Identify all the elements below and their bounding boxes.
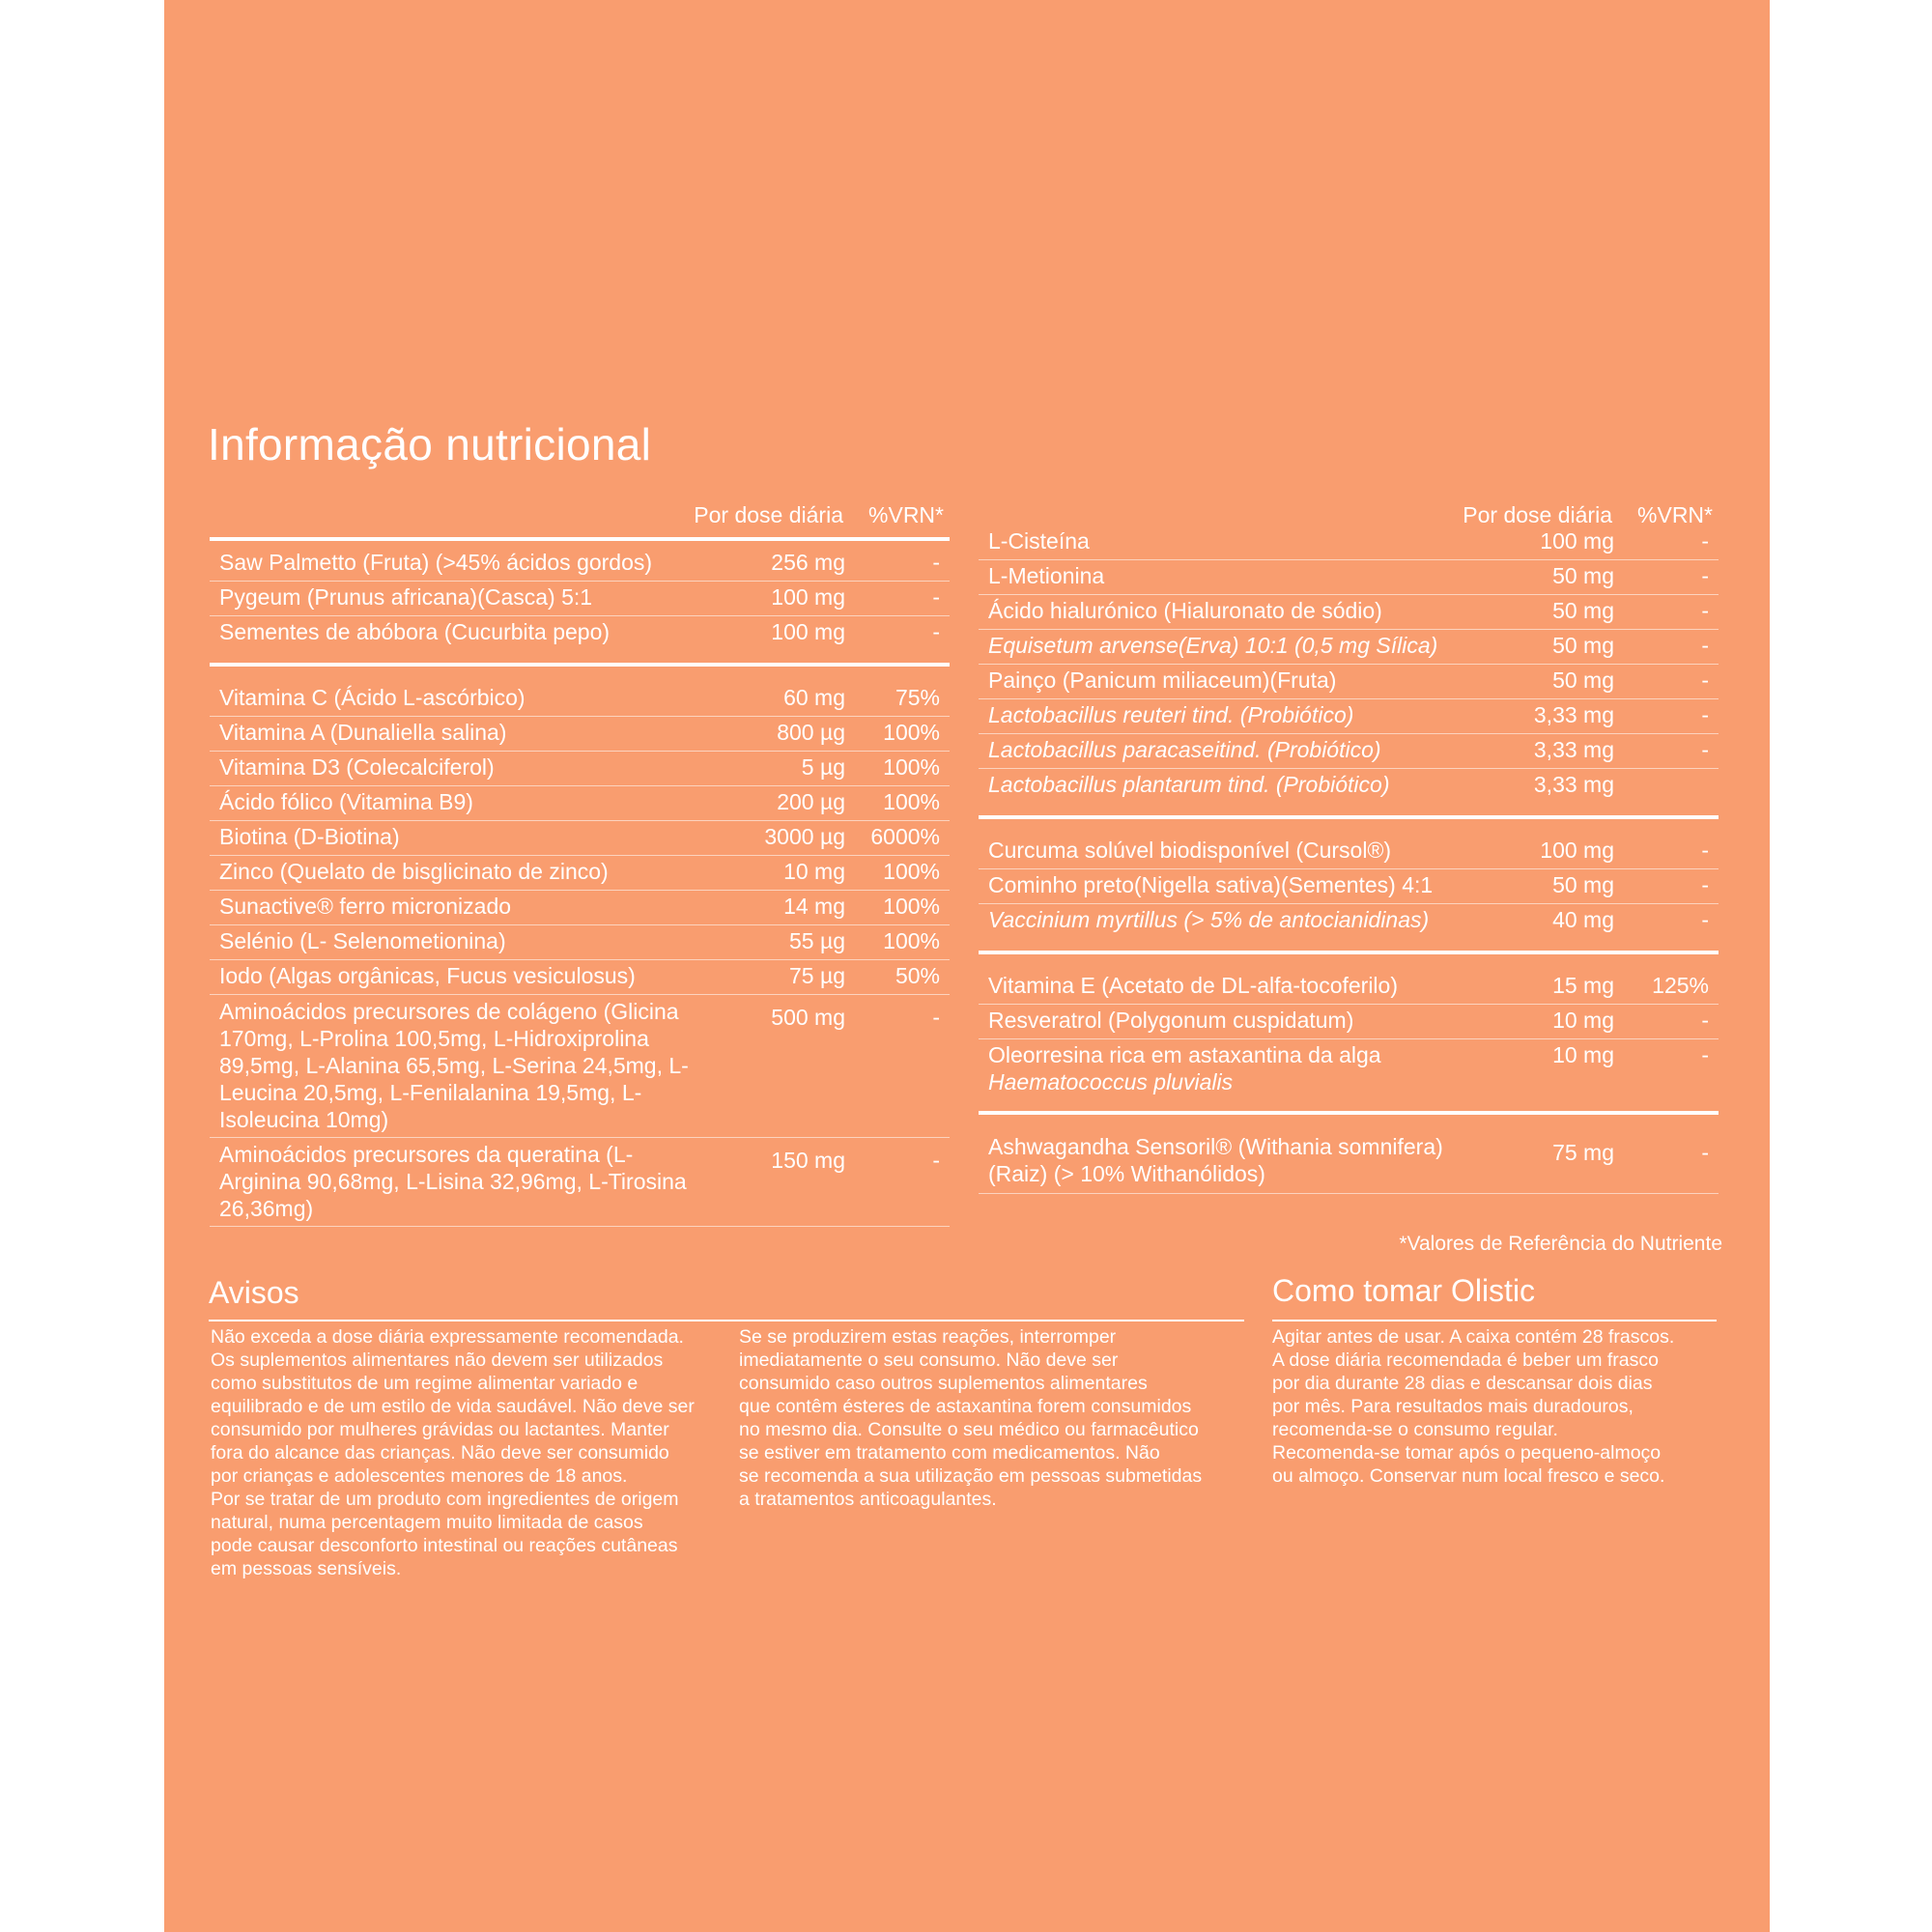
table-row	[210, 786, 950, 821]
table-row	[979, 769, 1719, 804]
ingredient-name: Ashwagandha Sensoril® (Withania somnifera) (Raiz) (> 10% Withanólidos)	[988, 1134, 1443, 1186]
table-divider	[210, 663, 950, 667]
ingredient-vrn: -	[1701, 737, 1709, 762]
table-row	[979, 904, 1719, 939]
ingredient-name: Curcuma solúvel biodisponível (Cursol®)	[988, 838, 1392, 863]
ingredient-name: Iodo (Algas orgânicas, Fucus vesiculosus)	[219, 963, 636, 988]
ingredient-dose: 14 mg	[783, 894, 845, 919]
table-row	[979, 595, 1719, 630]
table-row	[210, 995, 950, 1138]
ingredient-name: Zinco (Quelato de bisglicinato de zinco)	[219, 859, 609, 884]
ingredient-name: Aminoácidos precursores de colágeno (Glicina 170mg, L-Prolina 100,5mg, L-Hidroxiprolina 89,5mg, L-Alanina 65,5mg, L-Serina 24,5mg, L-Leucina 20,5mg, L-Fenilalanina 19,5mg, L-Isoleucina 10mg)	[219, 999, 689, 1132]
ingredient-vrn: -	[1701, 668, 1709, 693]
table-row	[210, 752, 950, 786]
ingredient-dose: 5 µg	[801, 754, 845, 780]
ingredient-dose: 50 mg	[1552, 872, 1614, 897]
ingredient-dose: 800 µg	[777, 720, 845, 745]
text-line: recomenda-se o consumo regular.	[1272, 1419, 1558, 1440]
ingredient-dose: 150 mg	[771, 1148, 845, 1173]
ingredient-dose: 100 mg	[771, 584, 845, 610]
text-line: consumido caso outros suplementos alimentares	[739, 1373, 1148, 1394]
text-line: natural, numa percentagem muito limitada de casos	[211, 1512, 643, 1533]
ingredient-dose: 50 mg	[1552, 633, 1614, 658]
ingredient-name: Aminoácidos precursores da queratina (L-Arginina 90,68mg, L-Lisina 32,96mg, L-Tirosina 26,36mg)	[219, 1142, 687, 1221]
text-line: A dose diária recomendada é beber um frasco	[1272, 1350, 1659, 1371]
ingredient-vrn: 50%	[895, 963, 940, 988]
table-row	[210, 547, 950, 582]
text-line: fora do alcance das crianças. Não deve ser consumido	[211, 1442, 669, 1463]
text-line: por mês. Para resultados mais duradouros,	[1272, 1396, 1634, 1417]
header-dose: Por dose diária	[694, 502, 843, 527]
table-divider	[979, 815, 1719, 819]
ingredient-name: Ácido hialurónico (Hialuronato de sódio)	[988, 598, 1382, 623]
avisos-title: Avisos	[209, 1275, 299, 1310]
text-line: Não exceda a dose diária expressamente recomendada.	[211, 1326, 684, 1348]
ingredient-dose: 60 mg	[783, 685, 845, 710]
ingredient-name: Saw Palmetto (Fruta) (>45% ácidos gordos)	[219, 550, 653, 575]
text-line: consumido por mulheres grávidas ou lactantes. Manter	[211, 1419, 669, 1440]
ingredient-dose: 10 mg	[1552, 1042, 1614, 1067]
table-row	[210, 1138, 950, 1227]
ingredient-name: Cominho preto(Nigella sativa)(Sementes) 4:1	[988, 872, 1434, 897]
table-row	[979, 970, 1719, 1005]
ingredient-dose: 3,33 mg	[1533, 702, 1614, 727]
ingredient-dose: 3000 µg	[764, 824, 845, 849]
avisos-text-col1	[211, 1325, 695, 1580]
ingredient-name: Vitamina E (Acetato de DL-alfa-tocoferilo)	[988, 973, 1398, 998]
table-row	[210, 891, 950, 925]
ingredient-dose: 10 mg	[1552, 1008, 1614, 1033]
ingredient-dose: 500 mg	[771, 1005, 845, 1030]
ingredient-vrn: -	[1701, 1008, 1709, 1033]
table-row	[979, 734, 1719, 769]
ingredient-vrn: 75%	[895, 685, 940, 710]
text-line: Os suplementos alimentares não devem ser utilizados	[211, 1350, 664, 1371]
ingredient-name: Vitamina C (Ácido L-ascórbico)	[219, 685, 526, 710]
text-line: em pessoas sensíveis.	[211, 1558, 402, 1579]
ingredient-dose: 200 µg	[777, 789, 845, 814]
ingredient-vrn: -	[932, 550, 940, 575]
ingredient-vrn: -	[1701, 907, 1709, 932]
table-row	[210, 616, 950, 651]
ingredient-name: Painço (Panicum miliaceum)(Fruta)	[988, 668, 1337, 693]
header-dose: Por dose diária	[1463, 502, 1612, 527]
text-line: imediatamente o seu consumo. Não deve ser	[739, 1350, 1119, 1371]
table-row	[210, 821, 950, 856]
text-line: Se se produzirem estas reações, interromper	[739, 1326, 1117, 1348]
table-row	[210, 925, 950, 960]
ingredient-name: Biotina (D-Biotina)	[219, 824, 400, 849]
ingredient-name: Ácido fólico (Vitamina B9)	[219, 789, 473, 814]
ingredient-dose: 15 mg	[1552, 973, 1614, 998]
table-row	[210, 856, 950, 891]
ingredient-vrn: -	[1701, 838, 1709, 863]
ingredient-vrn: -	[932, 1005, 940, 1030]
header-vrn: %VRN*	[868, 502, 944, 527]
ingredient-vrn: -	[1701, 528, 1709, 554]
table-row	[210, 960, 950, 995]
table-row	[979, 526, 1719, 560]
table-row	[210, 682, 950, 717]
ingredient-name: L-Metionina	[988, 563, 1105, 588]
table-row	[979, 869, 1719, 904]
text-line: por dia durante 28 dias e descansar dois dias	[1272, 1373, 1653, 1394]
ingredient-dose: 10 mg	[783, 859, 845, 884]
text-line: como substitutos de um regime alimentar variado e	[211, 1373, 639, 1394]
ingredient-name: Selénio (L- Selenometionina)	[219, 928, 506, 953]
text-line: ou almoço. Conservar num local fresco e seco.	[1272, 1465, 1665, 1487]
table-divider	[979, 951, 1719, 954]
page-title: Informação nutricional	[208, 419, 652, 469]
table-row	[979, 1005, 1719, 1039]
ingredient-vrn: 100%	[883, 894, 940, 919]
ingredient-name: Lactobacillus plantarum tind. (Probiótico)	[988, 772, 1390, 797]
ingredient-dose: 50 mg	[1552, 563, 1614, 588]
ingredient-vrn: 100%	[883, 928, 940, 953]
table-row	[210, 582, 950, 616]
text-line: equilibrado e de um estilo de vida saudável. Não deve ser	[211, 1396, 695, 1417]
ingredient-vrn: 100%	[883, 789, 940, 814]
ingredient-vrn: 100%	[883, 859, 940, 884]
ingredient-vrn: -	[932, 584, 940, 610]
ingredient-vrn: -	[1701, 1042, 1709, 1067]
ingredient-vrn: -	[932, 619, 940, 644]
ingredient-vrn: -	[1701, 702, 1709, 727]
ingredient-name: Pygeum (Prunus africana)(Casca) 5:1	[219, 584, 593, 610]
ingredient-dose: 100 mg	[771, 619, 845, 644]
ingredient-dose: 256 mg	[771, 550, 845, 575]
ingredient-name-species: Haematococcus pluvialis	[988, 1069, 1234, 1094]
ingredient-dose: 75 mg	[1552, 1140, 1614, 1165]
ingredient-vrn: -	[1701, 563, 1709, 588]
ingredient-vrn: -	[1701, 1140, 1709, 1165]
avisos-divider	[209, 1320, 1244, 1321]
ingredient-vrn: 6000%	[870, 824, 940, 849]
text-line: a tratamentos anticoagulantes.	[739, 1489, 997, 1510]
header-vrn: %VRN*	[1637, 502, 1713, 527]
table-divider	[979, 1111, 1719, 1115]
table-header	[210, 502, 950, 537]
ingredient-name: Resveratrol (Polygonum cuspidatum)	[988, 1008, 1354, 1033]
text-line: Por se tratar de um produto com ingredientes de origem	[211, 1489, 679, 1510]
ingredient-name: Vaccinium myrtillus (> 5% de antocianidinas)	[988, 907, 1430, 932]
ingredient-dose: 100 mg	[1540, 838, 1614, 863]
avisos-text-col2	[739, 1325, 1202, 1511]
ingredient-name: Lactobacillus paracaseitind. (Probiótico)	[988, 737, 1381, 762]
text-line: que contêm ésteres de astaxantina forem consumidos	[739, 1396, 1192, 1417]
ingredient-name: Vitamina A (Dunaliella salina)	[219, 720, 507, 745]
table-row	[979, 630, 1719, 665]
ingredient-dose: 3,33 mg	[1533, 772, 1614, 797]
nutrition-table-right	[979, 502, 1719, 1194]
ingredient-dose: 3,33 mg	[1533, 737, 1614, 762]
footnote: *Valores de Referência do Nutriente	[1399, 1233, 1722, 1255]
ingredient-vrn: -	[932, 1148, 940, 1173]
ingredient-name: Sementes de abóbora (Cucurbita pepo)	[219, 619, 611, 644]
ingredient-name: Sunactive® ferro micronizado	[219, 894, 512, 919]
ingredient-dose: 100 mg	[1540, 528, 1614, 554]
table-row	[979, 835, 1719, 869]
ingredient-vrn: 100%	[883, 720, 940, 745]
table-row	[979, 1039, 1719, 1099]
text-line: por crianças e adolescentes menores de 18 anos.	[211, 1465, 628, 1487]
ingredient-dose: 75 µg	[788, 963, 845, 988]
table-row	[979, 1130, 1719, 1194]
text-line: Recomenda-se tomar após o pequeno-almoço	[1272, 1442, 1662, 1463]
ingredient-dose: 40 mg	[1552, 907, 1614, 932]
ingredient-name: L-Cisteína	[988, 528, 1090, 554]
text-line: Agitar antes de usar. A caixa contém 28 frascos.	[1272, 1326, 1675, 1348]
ingredient-vrn: -	[1701, 872, 1709, 897]
ingredient-vrn: -	[1701, 633, 1709, 658]
table-row	[979, 699, 1719, 734]
text-line: se estiver em tratamento com medicamentos. Não	[739, 1442, 1160, 1463]
ingredient-vrn: 125%	[1652, 973, 1709, 998]
table-row	[979, 560, 1719, 595]
ingredient-dose: 50 mg	[1552, 598, 1614, 623]
ingredient-name: Lactobacillus reuteri tind. (Probiótico)	[988, 702, 1354, 727]
table-row	[979, 665, 1719, 699]
ingredient-name: Vitamina D3 (Colecalciferol)	[219, 754, 495, 780]
text-line: se recomenda a sua utilização em pessoas submetidas	[739, 1465, 1203, 1487]
como-tomar-divider	[1272, 1320, 1717, 1321]
ingredient-dose: 50 mg	[1552, 668, 1614, 693]
ingredient-name: Equisetum arvense(Erva) 10:1 (0,5 mg Sílica)	[988, 633, 1438, 658]
text-line: no mesmo dia. Consulte o seu médico ou farmacêutico	[739, 1419, 1199, 1440]
ingredient-vrn: 100%	[883, 754, 940, 780]
como-tomar-title: Como tomar Olistic	[1272, 1273, 1536, 1308]
ingredient-vrn: -	[1701, 598, 1709, 623]
text-line: pode causar desconforto intestinal ou reações cutâneas	[211, 1535, 678, 1556]
nutrition-table-left	[210, 502, 950, 1227]
table-row	[210, 717, 950, 752]
table-divider	[210, 537, 950, 541]
ingredient-dose: 55 µg	[788, 928, 845, 953]
ingredient-name: Oleorresina rica em astaxantina da alga	[988, 1042, 1381, 1067]
como-tomar-text	[1272, 1325, 1674, 1488]
